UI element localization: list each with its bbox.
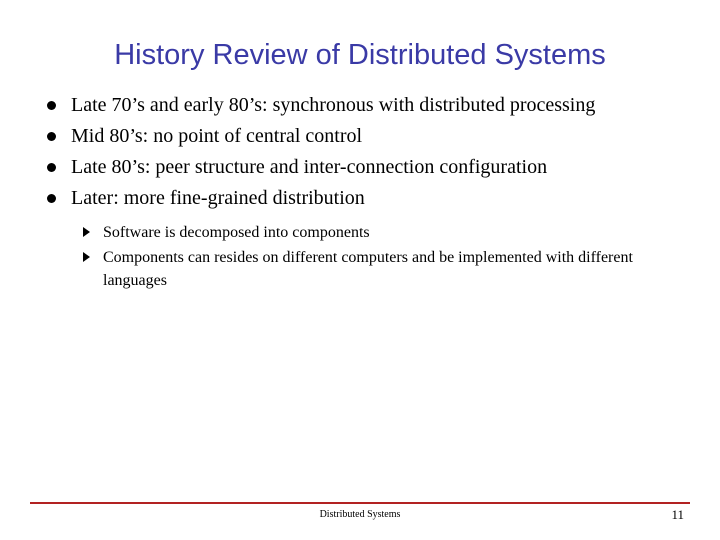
triangle-arrow-icon <box>83 252 90 262</box>
sub-bullet-text: Components can resides on different computers and be implemented with different languages <box>103 249 633 289</box>
footer-label: Distributed Systems <box>319 509 401 520</box>
slide-title: History Review of Distributed Systems <box>114 39 606 71</box>
round-bullet-icon <box>47 194 56 203</box>
sub-bullet-text: Software is decomposed into components <box>103 224 370 241</box>
bullet-list <box>47 93 687 298</box>
sub-bullet-item <box>71 221 687 244</box>
bullet-item <box>47 186 687 292</box>
bullet-item <box>47 155 687 180</box>
page-number: 11 <box>671 507 684 522</box>
footer-divider <box>30 502 690 504</box>
bullet-item <box>47 124 687 149</box>
round-bullet-icon <box>47 163 56 172</box>
triangle-arrow-icon <box>83 227 90 237</box>
bullet-text: Late 70’s and early 80’s: synchronous with distributed processing <box>71 94 596 116</box>
round-bullet-icon <box>47 132 56 141</box>
sub-bullet-item <box>71 246 687 292</box>
bullet-text: Later: more fine-grained distribution <box>71 187 365 209</box>
bullet-text: Late 80’s: peer structure and inter-connection configuration <box>71 156 548 178</box>
bullet-text: Mid 80’s: no point of central control <box>71 125 363 147</box>
round-bullet-icon <box>47 101 56 110</box>
sub-bullet-list <box>71 221 687 292</box>
bullet-item <box>47 93 687 118</box>
